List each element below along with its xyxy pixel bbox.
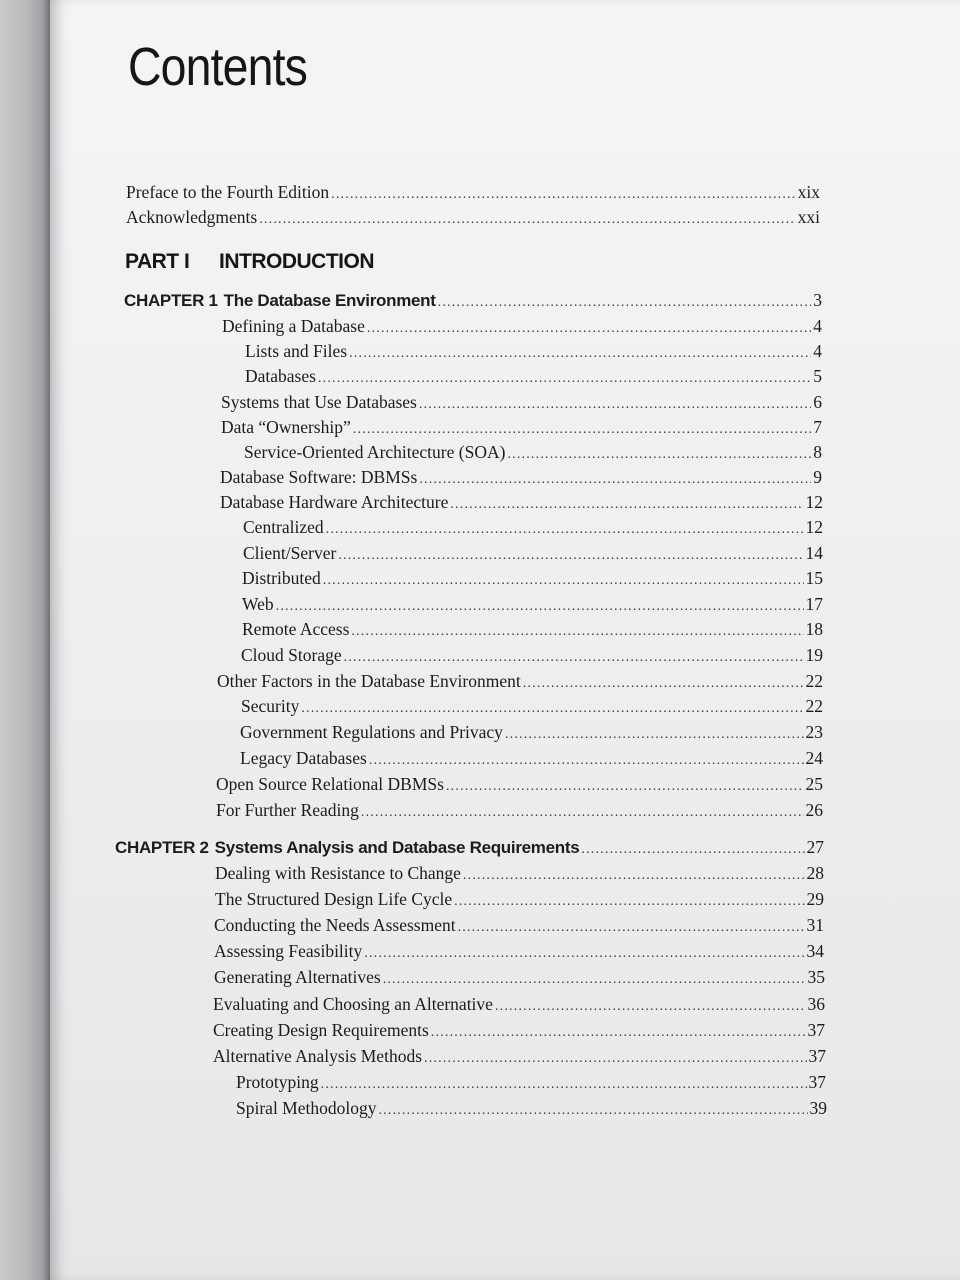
toc-entry: Generating Alternatives ..... 35 <box>214 967 825 988</box>
part-heading <box>125 250 374 274</box>
toc-page-number: 27 <box>806 837 824 857</box>
toc-entry: Open Source Relational DBMSs ..... 25 <box>216 774 823 795</box>
part-number: PART I <box>125 250 190 273</box>
toc-entry: Government Regulations and Privacy ..... 23 <box>240 722 823 743</box>
toc-entry: Evaluating and Choosing an Alternative ..... 36 <box>213 994 825 1015</box>
toc-entry: Lists and Files ..... 4 <box>245 341 822 362</box>
toc-entry: The Structured Design Life Cycle ..... 29 <box>215 889 824 910</box>
toc-entry: Databases ..... 5 <box>245 366 822 387</box>
toc-entry: Other Factors in the Database Environment ..... 22 <box>217 671 823 692</box>
toc-entry: Conducting the Needs Assessment ..... 31 <box>214 915 824 936</box>
leader-dots <box>581 842 804 858</box>
toc-entry-label: Acknowledgments <box>126 207 258 227</box>
toc-entry: Centralized ..... 12 <box>243 517 823 538</box>
toc-page-number: xix <box>797 182 820 202</box>
toc-entry-preface <box>126 182 820 203</box>
chapter-title: The Database Environment <box>223 291 436 310</box>
toc-entry: Cloud Storage ..... 19 <box>241 645 823 666</box>
part-title: INTRODUCTION <box>219 250 374 273</box>
toc-entry: Alternative Analysis Methods ..... 37 <box>213 1046 826 1067</box>
leader-dots <box>438 295 812 311</box>
toc-entry: Defining a Database ..... 4 <box>222 316 822 337</box>
toc-entry: Database Hardware Architecture ..... 12 <box>220 492 823 513</box>
toc-entry: Legacy Databases ..... 24 <box>240 748 823 769</box>
toc-entry: Remote Access ..... 18 <box>242 619 823 640</box>
toc-page-number: xxi <box>797 207 820 227</box>
toc-entry: Service-Oriented Architecture (SOA) ..... 8 <box>244 442 822 463</box>
toc-entry: Data “Ownership” ..... 7 <box>221 417 822 438</box>
chapter-number: CHAPTER 1 <box>124 291 218 310</box>
toc-page-number: 3 <box>813 290 822 310</box>
toc-entry: Spiral Methodology ..... 39 <box>236 1098 827 1119</box>
chapter-2-heading <box>115 837 824 858</box>
toc-entry: Creating Design Requirements ..... 37 <box>213 1020 825 1041</box>
book-page <box>50 0 960 1280</box>
toc-entry: Assessing Feasibility ..... 34 <box>214 941 824 962</box>
toc-entry: Client/Server ..... 14 <box>243 543 823 564</box>
toc-entry: Distributed ..... 15 <box>242 568 823 589</box>
toc-entry: For Further Reading ..... 26 <box>216 800 823 821</box>
toc-entry: Web ..... 17 <box>242 594 823 615</box>
chapter-title: Systems Analysis and Database Requirements <box>214 838 580 857</box>
leader-dots <box>259 212 795 228</box>
toc-entry: Prototyping ..... 37 <box>236 1072 826 1093</box>
page-title: Contents <box>128 37 308 97</box>
book-spine-shadow <box>0 0 50 1280</box>
toc-entry: Systems that Use Databases ..... 6 <box>221 392 822 413</box>
toc-entry-label: Preface to the Fourth Edition <box>126 182 330 202</box>
chapter-1-heading <box>124 290 822 311</box>
toc-entry: Database Software: DBMSs ..... 9 <box>220 467 822 488</box>
toc-entry: Security ..... 22 <box>241 696 823 717</box>
toc-entry-acknowledgments <box>126 207 820 228</box>
toc-entry: Dealing with Resistance to Change ..... 28 <box>215 863 824 884</box>
leader-dots <box>331 187 795 203</box>
chapter-number: CHAPTER 2 <box>115 838 209 857</box>
